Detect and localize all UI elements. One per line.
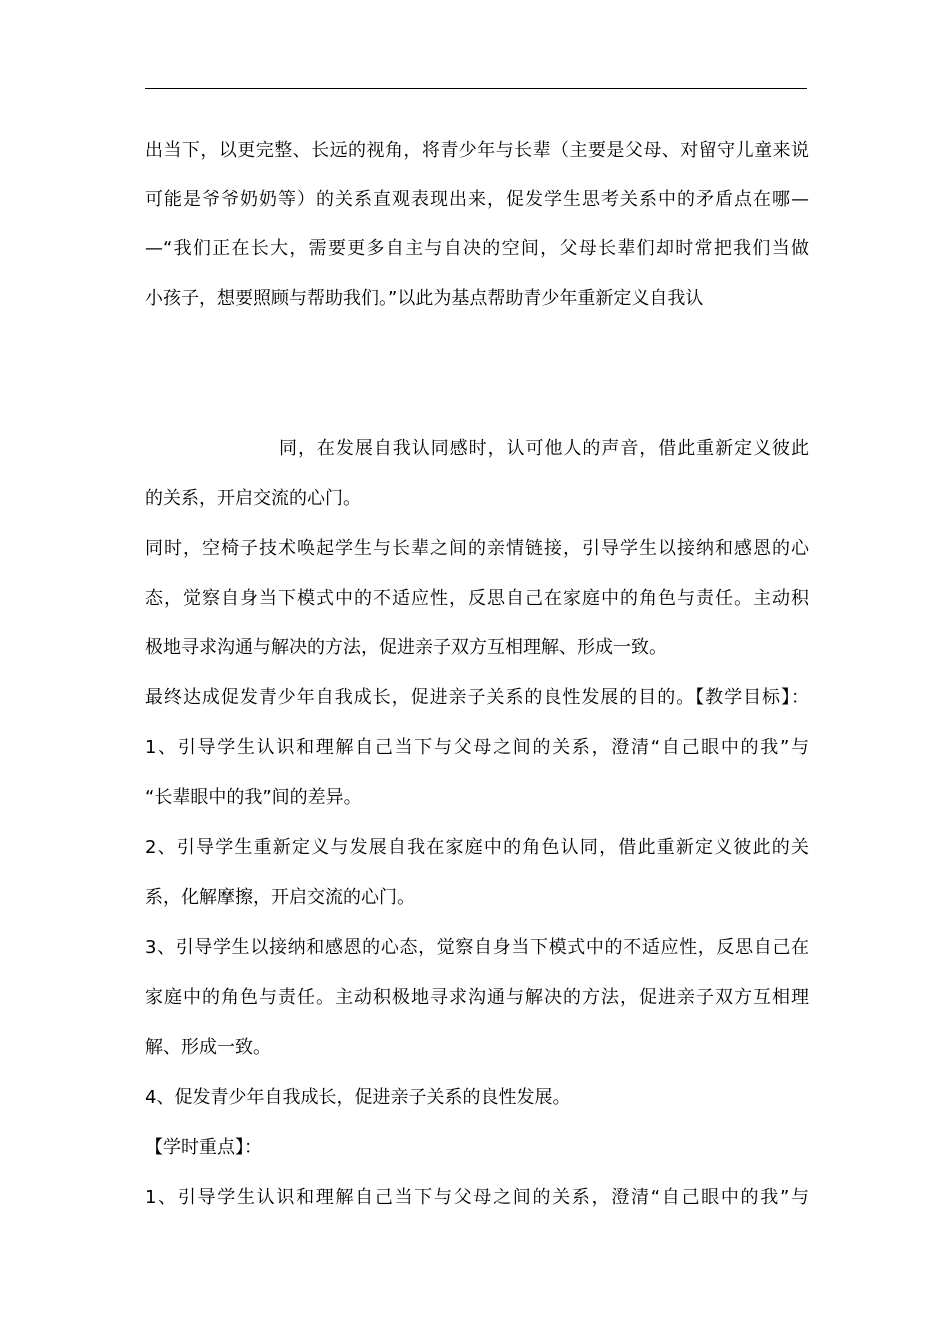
text-line: 极地寻求沟通与解决的方法，促进亲子双方互相理解、形成一致。 (145, 637, 667, 658)
text-line: 解、形成一致。 (145, 1037, 271, 1058)
section-heading: 【学时重点】： (145, 1137, 262, 1158)
text-line: 出当下，以更完整、长远的视角，将青少年与长辈（主要是父母、对留守儿童来说 (145, 140, 809, 161)
list-item: 3、引导学生以接纳和感恩的心态，觉察自身当下模式中的不适应性，反思自己在 (145, 937, 809, 958)
list-item: 4、促发青少年自我成长，促进亲子关系的良性发展。 (145, 1087, 571, 1108)
text-line: 小孩子，想要照顾与帮助我们。”以此为基点帮助青少年重新定义自我认 (145, 288, 704, 309)
text-line: 可能是爷爷奶奶等）的关系直观表现出来，促发学生思考关系中的矛盾点在哪— (145, 189, 809, 210)
text-line: 最终达成促发青少年自我成长，促进亲子关系的良性发展的目的。【教学目标】： (145, 687, 809, 708)
text-line: 同时，空椅子技术唤起学生与长辈之间的亲情链接，引导学生以接纳和感恩的心 (145, 538, 809, 559)
text-line: 同，在发展自我认同感时，认可他人的声音，借此重新定义彼此 (279, 438, 809, 459)
list-item: 1、引导学生认识和理解自己当下与父母之间的关系，澄清“自己眼中的我”与 (145, 737, 809, 758)
list-item: 2、引导学生重新定义与发展自我在家庭中的角色认同，借此重新定义彼此的关 (145, 837, 809, 858)
text-line: 的关系，开启交流的心门。 (145, 488, 361, 509)
text-line: 家庭中的角色与责任。主动积极地寻求沟通与解决的方法，促进亲子双方互相理 (145, 987, 809, 1008)
text-line: —“我们正在长大，需要更多自主与自决的空间，父母长辈们却时常把我们当做 (145, 238, 809, 259)
text-line: 系，化解摩擦，开启交流的心门。 (145, 887, 415, 908)
text-line: “长辈眼中的我”间的差异。 (145, 787, 362, 808)
text-line: 态，觉察自身当下模式中的不适应性，反思自己在家庭中的角色与责任。主动积 (145, 588, 809, 609)
list-item: 1、引导学生认识和理解自己当下与父母之间的关系，澄清“自己眼中的我”与 (145, 1187, 809, 1208)
header-rule (145, 88, 807, 89)
